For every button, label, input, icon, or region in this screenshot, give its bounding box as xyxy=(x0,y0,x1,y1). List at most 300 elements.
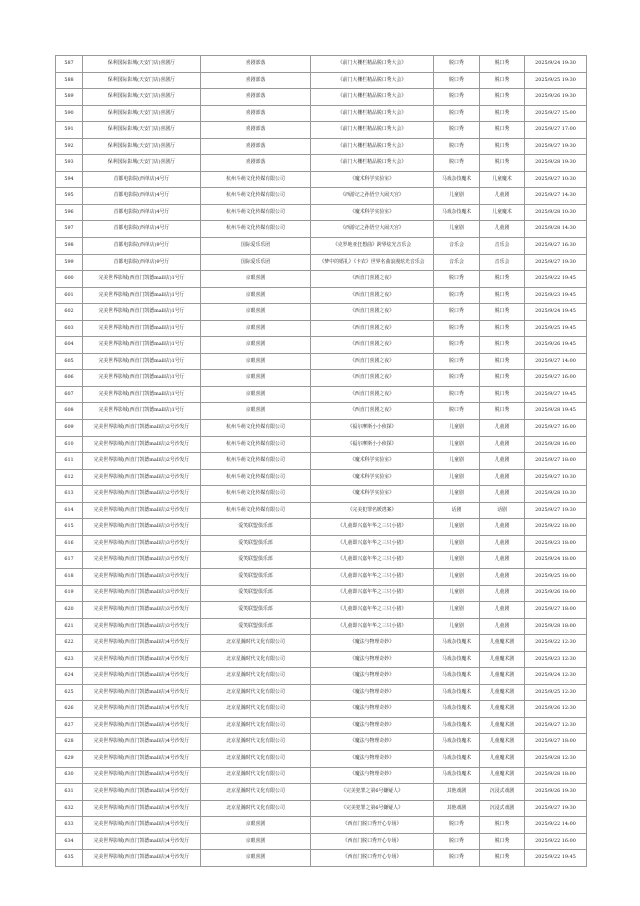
table-row xyxy=(56,453,587,470)
category-cell: 儿童剧 xyxy=(434,469,480,486)
row-number-cell: 591 xyxy=(56,122,83,139)
title-cell: 《西直门喜剧之夜》 xyxy=(311,271,434,288)
title-cell: 《完美犯罪之第6号嫌疑人》 xyxy=(311,784,434,801)
category-cell: 音乐会 xyxy=(434,254,480,271)
row-number-cell: 621 xyxy=(56,618,83,635)
subcategory-cell: 脱口秀 xyxy=(480,138,525,155)
row-number-cell: 629 xyxy=(56,750,83,767)
venue-cell: 完美世界影城(西直门凯德mall店)4号沙发厅 xyxy=(83,817,201,834)
datetime-cell: 2025/9/26 18:00 xyxy=(525,585,587,602)
subcategory-cell: 脱口秀 xyxy=(480,370,525,387)
datetime-cell: 2025/9/24 19:45 xyxy=(525,304,587,321)
title-cell: 《魔法与物理奇妙》 xyxy=(311,684,434,701)
category-cell: 脱口秀 xyxy=(434,271,480,288)
venue-cell: 完美世界影城(西直门凯德mall店)4号沙发厅 xyxy=(83,651,201,668)
datetime-cell: 2025/9/22 19:45 xyxy=(525,850,587,867)
datetime-cell: 2025/9/24 18:00 xyxy=(525,552,587,569)
subcategory-cell: 儿童剧 xyxy=(480,618,525,635)
subcategory-cell: 脱口秀 xyxy=(480,353,525,370)
row-number-cell: 619 xyxy=(56,585,83,602)
organizer-cell: 国际爱乐乐团 xyxy=(201,254,311,271)
datetime-cell: 2025/9/28 19:45 xyxy=(525,403,587,420)
datetime-cell: 2025/9/27 18:00 xyxy=(525,602,587,619)
venue-cell: 完美世界影城(西直门凯德mall店)1号厅 xyxy=(83,370,201,387)
title-cell: 《儿童即兴嘉年华之三只小猪》 xyxy=(311,602,434,619)
organizer-cell: 北京星瀚时代文化有限公司 xyxy=(201,684,311,701)
title-cell: 《前门大栅栏精品脱口秀大会》 xyxy=(311,138,434,155)
subcategory-cell: 脱口秀 xyxy=(480,56,525,73)
category-cell: 马戏杂技魔术 xyxy=(434,668,480,685)
table-row xyxy=(56,519,587,536)
datetime-cell: 2025/9/27 16:00 xyxy=(525,420,587,437)
table-row xyxy=(56,684,587,701)
subcategory-cell: 脱口秀 xyxy=(480,89,525,106)
venue-cell: 完美世界影城(西直门凯德mall店)4号沙发厅 xyxy=(83,734,201,751)
venue-cell: 完美世界影城(西直门凯德mall店)1号厅 xyxy=(83,337,201,354)
table-row xyxy=(56,171,587,188)
title-cell: 《西游记之孙悟空大闹天宫》 xyxy=(311,188,434,205)
table-row xyxy=(56,287,587,304)
title-cell: 《魔法与物理奇妙》 xyxy=(311,717,434,734)
venue-cell: 完美世界影城(西直门凯德mall店)4号沙发厅 xyxy=(83,750,201,767)
datetime-cell: 2025/9/27 15:00 xyxy=(525,105,587,122)
row-number-cell: 627 xyxy=(56,717,83,734)
subcategory-cell: 儿童剧 xyxy=(480,535,525,552)
table-row xyxy=(56,635,587,652)
category-cell: 儿童剧 xyxy=(434,585,480,602)
performance-schedule-table xyxy=(55,55,587,867)
row-number-cell: 625 xyxy=(56,684,83,701)
venue-cell: 完美世界影城(西直门凯德mall店)4号沙发厅 xyxy=(83,767,201,784)
title-cell: 《魔术科学实验室》 xyxy=(311,486,434,503)
organizer-cell: 喜剧部落 xyxy=(201,56,311,73)
organizer-cell: 北京星瀚时代文化有限公司 xyxy=(201,635,311,652)
datetime-cell: 2025/9/27 16:00 xyxy=(525,370,587,387)
venue-cell: 完美世界影城(西直门凯德mall店)2号沙发厅 xyxy=(83,436,201,453)
table-row xyxy=(56,469,587,486)
title-cell: 《前门大栅栏精品脱口秀大会》 xyxy=(311,122,434,139)
table-row xyxy=(56,353,587,370)
organizer-cell: 杭州斗萌文化传媒有限公司 xyxy=(201,188,311,205)
category-cell: 儿童剧 xyxy=(434,552,480,569)
organizer-cell: 喜剧部落 xyxy=(201,105,311,122)
title-cell: 《西直门脱口秀开心专场》 xyxy=(311,817,434,834)
title-cell: 《儿童即兴嘉年华之三只小猪》 xyxy=(311,535,434,552)
venue-cell: 保利国际影城(天安门店)喜剧厅 xyxy=(83,138,201,155)
datetime-cell: 2025/9/28 19:30 xyxy=(525,155,587,172)
title-cell: 《魔术科学实验室》 xyxy=(311,171,434,188)
title-cell: 《魔法与物理奇妙》 xyxy=(311,651,434,668)
table-row xyxy=(56,254,587,271)
datetime-cell: 2025/9/27 10:30 xyxy=(525,171,587,188)
datetime-cell: 2025/9/23 12:30 xyxy=(525,651,587,668)
category-cell: 儿童剧 xyxy=(434,618,480,635)
table-row xyxy=(56,72,587,89)
datetime-cell: 2025/9/27 19:30 xyxy=(525,138,587,155)
row-number-cell: 589 xyxy=(56,89,83,106)
title-cell: 《魔法与物理奇妙》 xyxy=(311,635,434,652)
organizer-cell: 杭州斗萌文化传媒有限公司 xyxy=(201,171,311,188)
row-number-cell: 606 xyxy=(56,370,83,387)
organizer-cell: 杭州斗萌文化传媒有限公司 xyxy=(201,502,311,519)
organizer-cell: 京眼喜剧 xyxy=(201,353,311,370)
category-cell: 马戏杂技魔术 xyxy=(434,171,480,188)
category-cell: 脱口秀 xyxy=(434,353,480,370)
organizer-cell: 爱笑联盟俱乐部 xyxy=(201,585,311,602)
title-cell: 《西直门喜剧之夜》 xyxy=(311,370,434,387)
table-row xyxy=(56,138,587,155)
category-cell: 马戏杂技魔术 xyxy=(434,684,480,701)
table-row xyxy=(56,734,587,751)
datetime-cell: 2025/9/26 19:30 xyxy=(525,784,587,801)
subcategory-cell: 脱口秀 xyxy=(480,271,525,288)
title-cell: 《前门大栅栏精品脱口秀大会》 xyxy=(311,72,434,89)
title-cell: 《西直门喜剧之夜》 xyxy=(311,386,434,403)
venue-cell: 完美世界影城(西直门凯德mall店)4号沙发厅 xyxy=(83,784,201,801)
title-cell: 《克罗地亚狂想曲》跨界炫光音乐会 xyxy=(311,238,434,255)
row-number-cell: 590 xyxy=(56,105,83,122)
category-cell: 脱口秀 xyxy=(434,122,480,139)
subcategory-cell: 脱口秀 xyxy=(480,320,525,337)
table-row xyxy=(56,750,587,767)
subcategory-cell: 儿童剧 xyxy=(480,188,525,205)
subcategory-cell: 音乐会 xyxy=(480,238,525,255)
category-cell: 儿童剧 xyxy=(434,486,480,503)
venue-cell: 首都电影院(西单店)4号厅 xyxy=(83,188,201,205)
venue-cell: 完美世界影城(西直门凯德mall店)2号沙发厅 xyxy=(83,502,201,519)
venue-cell: 完美世界影城(西直门凯德mall店)3号沙发厅 xyxy=(83,535,201,552)
venue-cell: 保利国际影城(天安门店)喜剧厅 xyxy=(83,72,201,89)
row-number-cell: 598 xyxy=(56,238,83,255)
datetime-cell: 2025/9/28 16:00 xyxy=(525,436,587,453)
organizer-cell: 杭州斗萌文化传媒有限公司 xyxy=(201,204,311,221)
row-number-cell: 624 xyxy=(56,668,83,685)
row-number-cell: 597 xyxy=(56,221,83,238)
datetime-cell: 2025/9/25 19:30 xyxy=(525,72,587,89)
category-cell: 马戏杂技魔术 xyxy=(434,717,480,734)
venue-cell: 完美世界影城(西直门凯德mall店)3号沙发厅 xyxy=(83,618,201,635)
title-cell: 《梦中的婚礼》《卡农》世界名曲浪漫炫光音乐会 xyxy=(311,254,434,271)
row-number-cell: 604 xyxy=(56,337,83,354)
category-cell: 脱口秀 xyxy=(434,370,480,387)
datetime-cell: 2025/9/28 12:30 xyxy=(525,750,587,767)
venue-cell: 完美世界影城(西直门凯德mall店)4号沙发厅 xyxy=(83,684,201,701)
table-row xyxy=(56,535,587,552)
subcategory-cell: 儿童剧 xyxy=(480,519,525,536)
row-number-cell: 609 xyxy=(56,420,83,437)
category-cell: 脱口秀 xyxy=(434,138,480,155)
venue-cell: 保利国际影城(天安门店)喜剧厅 xyxy=(83,56,201,73)
row-number-cell: 632 xyxy=(56,800,83,817)
venue-cell: 首都电影院(西单店)9号厅 xyxy=(83,254,201,271)
category-cell: 儿童剧 xyxy=(434,188,480,205)
subcategory-cell: 脱口秀 xyxy=(480,122,525,139)
venue-cell: 保利国际影城(天安门店)喜剧厅 xyxy=(83,155,201,172)
row-number-cell: 634 xyxy=(56,833,83,850)
organizer-cell: 京眼喜剧 xyxy=(201,850,311,867)
row-number-cell: 610 xyxy=(56,436,83,453)
category-cell: 马戏杂技魔术 xyxy=(434,701,480,718)
organizer-cell: 爱笑联盟俱乐部 xyxy=(201,552,311,569)
venue-cell: 完美世界影城(西直门凯德mall店)1号厅 xyxy=(83,386,201,403)
datetime-cell: 2025/9/27 17:00 xyxy=(525,122,587,139)
organizer-cell: 北京星瀚时代文化有限公司 xyxy=(201,668,311,685)
subcategory-cell: 儿童魔术剧 xyxy=(480,750,525,767)
organizer-cell: 爱笑联盟俱乐部 xyxy=(201,602,311,619)
category-cell: 马戏杂技魔术 xyxy=(434,767,480,784)
table-row xyxy=(56,618,587,635)
organizer-cell: 北京星瀚时代文化有限公司 xyxy=(201,750,311,767)
venue-cell: 完美世界影城(西直门凯德mall店)3号沙发厅 xyxy=(83,552,201,569)
title-cell: 《西直门喜剧之夜》 xyxy=(311,320,434,337)
organizer-cell: 国际爱乐乐团 xyxy=(201,238,311,255)
table-row xyxy=(56,188,587,205)
row-number-cell: 601 xyxy=(56,287,83,304)
datetime-cell: 2025/9/27 16:30 xyxy=(525,238,587,255)
venue-cell: 保利国际影城(天安门店)喜剧厅 xyxy=(83,89,201,106)
venue-cell: 完美世界影城(西直门凯德mall店)3号沙发厅 xyxy=(83,585,201,602)
organizer-cell: 北京星瀚时代文化有限公司 xyxy=(201,651,311,668)
subcategory-cell: 儿童魔术剧 xyxy=(480,651,525,668)
subcategory-cell: 脱口秀 xyxy=(480,833,525,850)
subcategory-cell: 儿童剧 xyxy=(480,568,525,585)
table-row xyxy=(56,502,587,519)
table-row xyxy=(56,420,587,437)
row-number-cell: 612 xyxy=(56,469,83,486)
category-cell: 脱口秀 xyxy=(434,155,480,172)
datetime-cell: 2025/9/28 10:30 xyxy=(525,486,587,503)
datetime-cell: 2025/9/27 12:30 xyxy=(525,717,587,734)
organizer-cell: 喜剧部落 xyxy=(201,72,311,89)
venue-cell: 完美世界影城(西直门凯德mall店)4号沙发厅 xyxy=(83,668,201,685)
organizer-cell: 杭州斗萌文化传媒有限公司 xyxy=(201,420,311,437)
organizer-cell: 杭州斗萌文化传媒有限公司 xyxy=(201,221,311,238)
subcategory-cell: 儿童剧 xyxy=(480,602,525,619)
subcategory-cell: 脱口秀 xyxy=(480,105,525,122)
datetime-cell: 2025/9/27 18:00 xyxy=(525,734,587,751)
title-cell: 《魔法与物理奇妙》 xyxy=(311,668,434,685)
schedule-sheet xyxy=(55,55,586,867)
category-cell: 音乐会 xyxy=(434,238,480,255)
title-cell: 《西直门脱口秀开心专场》 xyxy=(311,833,434,850)
row-number-cell: 603 xyxy=(56,320,83,337)
category-cell: 儿童剧 xyxy=(434,535,480,552)
category-cell: 脱口秀 xyxy=(434,56,480,73)
category-cell: 儿童剧 xyxy=(434,519,480,536)
table-row xyxy=(56,585,587,602)
category-cell: 脱口秀 xyxy=(434,72,480,89)
datetime-cell: 2025/9/22 12:30 xyxy=(525,635,587,652)
subcategory-cell: 脱口秀 xyxy=(480,287,525,304)
row-number-cell: 630 xyxy=(56,767,83,784)
subcategory-cell: 脱口秀 xyxy=(480,817,525,834)
subcategory-cell: 脱口秀 xyxy=(480,386,525,403)
organizer-cell: 喜剧部落 xyxy=(201,122,311,139)
table-row xyxy=(56,337,587,354)
category-cell: 儿童剧 xyxy=(434,221,480,238)
category-cell: 脱口秀 xyxy=(434,850,480,867)
subcategory-cell: 儿童剧 xyxy=(480,420,525,437)
organizer-cell: 爱笑联盟俱乐部 xyxy=(201,568,311,585)
organizer-cell: 京眼喜剧 xyxy=(201,386,311,403)
title-cell: 《魔法与物理奇妙》 xyxy=(311,701,434,718)
organizer-cell: 杭州斗萌文化传媒有限公司 xyxy=(201,486,311,503)
subcategory-cell: 脱口秀 xyxy=(480,304,525,321)
category-cell: 儿童剧 xyxy=(434,568,480,585)
table-row xyxy=(56,784,587,801)
datetime-cell: 2025/9/27 19:30 xyxy=(525,254,587,271)
title-cell: 《福尔摩斯小小侦探》 xyxy=(311,436,434,453)
subcategory-cell: 儿童魔术剧 xyxy=(480,701,525,718)
subcategory-cell: 儿童剧 xyxy=(480,453,525,470)
datetime-cell: 2025/9/22 19:45 xyxy=(525,271,587,288)
category-cell: 儿童剧 xyxy=(434,436,480,453)
datetime-cell: 2025/9/24 12:30 xyxy=(525,668,587,685)
table-row xyxy=(56,701,587,718)
venue-cell: 首都电影院(西单店)4号厅 xyxy=(83,171,201,188)
title-cell: 《魔法与物理奇妙》 xyxy=(311,750,434,767)
title-cell: 《西直门喜剧之夜》 xyxy=(311,403,434,420)
organizer-cell: 喜剧部落 xyxy=(201,138,311,155)
datetime-cell: 2025/9/23 18:00 xyxy=(525,535,587,552)
category-cell: 脱口秀 xyxy=(434,337,480,354)
table-row xyxy=(56,850,587,867)
title-cell: 《儿童即兴嘉年华之三只小猪》 xyxy=(311,519,434,536)
category-cell: 儿童剧 xyxy=(434,602,480,619)
title-cell: 《魔法与物理奇妙》 xyxy=(311,734,434,751)
datetime-cell: 2025/9/22 18:00 xyxy=(525,519,587,536)
row-number-cell: 605 xyxy=(56,353,83,370)
table-row xyxy=(56,800,587,817)
category-cell: 脱口秀 xyxy=(434,304,480,321)
datetime-cell: 2025/9/27 19:30 xyxy=(525,800,587,817)
subcategory-cell: 儿童魔术剧 xyxy=(480,635,525,652)
venue-cell: 完美世界影城(西直门凯德mall店)1号厅 xyxy=(83,271,201,288)
datetime-cell: 2025/9/27 14:00 xyxy=(525,353,587,370)
subcategory-cell: 脱口秀 xyxy=(480,337,525,354)
title-cell: 《西直门喜剧之夜》 xyxy=(311,304,434,321)
organizer-cell: 京眼喜剧 xyxy=(201,817,311,834)
table-row xyxy=(56,155,587,172)
datetime-cell: 2025/9/27 14:30 xyxy=(525,188,587,205)
venue-cell: 完美世界影城(西直门凯德mall店)1号厅 xyxy=(83,287,201,304)
row-number-cell: 595 xyxy=(56,188,83,205)
venue-cell: 完美世界影城(西直门凯德mall店)4号沙发厅 xyxy=(83,800,201,817)
subcategory-cell: 儿童魔术剧 xyxy=(480,717,525,734)
title-cell: 《前门大栅栏精品脱口秀大会》 xyxy=(311,89,434,106)
subcategory-cell: 沉浸式戏剧 xyxy=(480,800,525,817)
table-row xyxy=(56,651,587,668)
venue-cell: 完美世界影城(西直门凯德mall店)3号沙发厅 xyxy=(83,519,201,536)
title-cell: 《西直门喜剧之夜》 xyxy=(311,337,434,354)
row-number-cell: 602 xyxy=(56,304,83,321)
table-row xyxy=(56,817,587,834)
venue-cell: 完美世界影城(西直门凯德mall店)4号沙发厅 xyxy=(83,833,201,850)
venue-cell: 完美世界影城(西直门凯德mall店)4号沙发厅 xyxy=(83,701,201,718)
title-cell: 《儿童即兴嘉年华之三只小猪》 xyxy=(311,618,434,635)
datetime-cell: 2025/9/25 19:45 xyxy=(525,320,587,337)
subcategory-cell: 儿童剧 xyxy=(480,469,525,486)
row-number-cell: 626 xyxy=(56,701,83,718)
row-number-cell: 616 xyxy=(56,535,83,552)
subcategory-cell: 儿童魔术 xyxy=(480,171,525,188)
organizer-cell: 杭州斗萌文化传媒有限公司 xyxy=(201,469,311,486)
row-number-cell: 631 xyxy=(56,784,83,801)
datetime-cell: 2025/9/26 19:30 xyxy=(525,89,587,106)
datetime-cell: 2025/9/23 19:45 xyxy=(525,287,587,304)
venue-cell: 首都电影院(西单店)9号厅 xyxy=(83,238,201,255)
table-row xyxy=(56,204,587,221)
venue-cell: 完美世界影城(西直门凯德mall店)1号厅 xyxy=(83,320,201,337)
organizer-cell: 北京星瀚时代文化有限公司 xyxy=(201,800,311,817)
organizer-cell: 京眼喜剧 xyxy=(201,320,311,337)
table-row xyxy=(56,386,587,403)
organizer-cell: 爱笑联盟俱乐部 xyxy=(201,535,311,552)
subcategory-cell: 脱口秀 xyxy=(480,403,525,420)
title-cell: 《魔法与物理奇妙》 xyxy=(311,767,434,784)
venue-cell: 完美世界影城(西直门凯德mall店)1号厅 xyxy=(83,403,201,420)
table-row xyxy=(56,320,587,337)
datetime-cell: 2025/9/27 19:45 xyxy=(525,386,587,403)
title-cell: 《前门大栅栏精品脱口秀大会》 xyxy=(311,155,434,172)
table-row xyxy=(56,122,587,139)
organizer-cell: 北京星瀚时代文化有限公司 xyxy=(201,717,311,734)
subcategory-cell: 脱口秀 xyxy=(480,72,525,89)
table-row xyxy=(56,221,587,238)
category-cell: 马戏杂技魔术 xyxy=(434,651,480,668)
subcategory-cell: 儿童剧 xyxy=(480,436,525,453)
table-row xyxy=(56,668,587,685)
title-cell: 《完美犯罪之第6号嫌疑人》 xyxy=(311,800,434,817)
category-cell: 儿童剧 xyxy=(434,453,480,470)
organizer-cell: 北京星瀚时代文化有限公司 xyxy=(201,784,311,801)
venue-cell: 保利国际影城(天安门店)喜剧厅 xyxy=(83,105,201,122)
title-cell: 《前门大栅栏精品脱口秀大会》 xyxy=(311,105,434,122)
venue-cell: 完美世界影城(西直门凯德mall店)2号沙发厅 xyxy=(83,453,201,470)
organizer-cell: 京眼喜剧 xyxy=(201,287,311,304)
title-cell: 《魔术科学实验室》 xyxy=(311,453,434,470)
row-number-cell: 617 xyxy=(56,552,83,569)
category-cell: 马戏杂技魔术 xyxy=(434,734,480,751)
datetime-cell: 2025/9/24 19:30 xyxy=(525,56,587,73)
datetime-cell: 2025/9/28 14:30 xyxy=(525,221,587,238)
row-number-cell: 633 xyxy=(56,817,83,834)
category-cell: 脱口秀 xyxy=(434,833,480,850)
row-number-cell: 599 xyxy=(56,254,83,271)
subcategory-cell: 音乐会 xyxy=(480,254,525,271)
table-row xyxy=(56,271,587,288)
category-cell: 脱口秀 xyxy=(434,320,480,337)
category-cell: 脱口秀 xyxy=(434,817,480,834)
title-cell: 《西直门喜剧之夜》 xyxy=(311,287,434,304)
category-cell: 马戏杂技魔术 xyxy=(434,750,480,767)
subcategory-cell: 儿童魔术剧 xyxy=(480,684,525,701)
title-cell: 《完美犯罪名媛逃案》 xyxy=(311,502,434,519)
row-number-cell: 596 xyxy=(56,204,83,221)
title-cell: 《前门大栅栏精品脱口秀大会》 xyxy=(311,56,434,73)
organizer-cell: 京眼喜剧 xyxy=(201,337,311,354)
organizer-cell: 北京星瀚时代文化有限公司 xyxy=(201,734,311,751)
title-cell: 《西直门脱口秀开心专场》 xyxy=(311,850,434,867)
title-cell: 《魔术科学实验室》 xyxy=(311,469,434,486)
organizer-cell: 北京星瀚时代文化有限公司 xyxy=(201,701,311,718)
category-cell: 马戏杂技魔术 xyxy=(434,635,480,652)
table-row xyxy=(56,602,587,619)
venue-cell: 完美世界影城(西直门凯德mall店)2号沙发厅 xyxy=(83,486,201,503)
datetime-cell: 2025/9/28 18:00 xyxy=(525,767,587,784)
title-cell: 《西直门喜剧之夜》 xyxy=(311,353,434,370)
datetime-cell: 2025/9/26 19:45 xyxy=(525,337,587,354)
